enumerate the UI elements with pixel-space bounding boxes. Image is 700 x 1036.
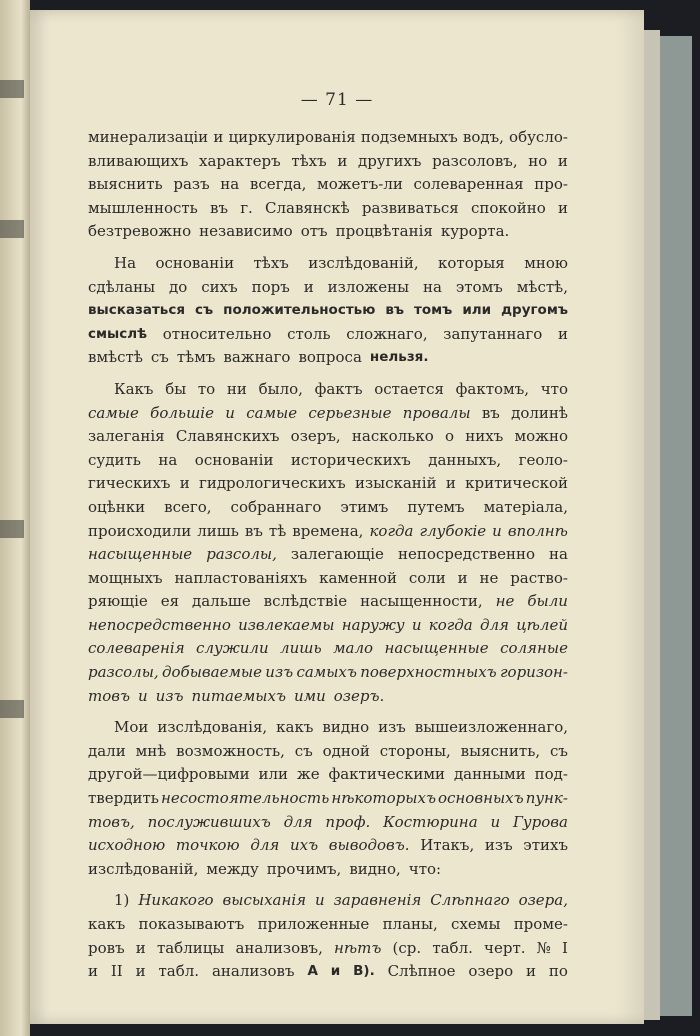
word: вмѣстѣ <box>88 348 143 367</box>
word: II <box>110 962 123 981</box>
text-line <box>88 346 568 370</box>
word: или <box>462 302 492 319</box>
word: каменной <box>319 568 397 587</box>
word: поръ <box>251 277 290 296</box>
word: мало <box>333 639 374 658</box>
word: точкою <box>175 836 240 855</box>
word: остается <box>374 379 444 398</box>
word: характеръ <box>199 151 281 170</box>
word: и <box>557 198 568 217</box>
word: какъ <box>276 718 314 737</box>
word: г. <box>240 198 253 217</box>
word: непосредственно <box>88 615 231 634</box>
text-line <box>88 173 568 197</box>
word: I <box>562 938 568 957</box>
word: твердить <box>88 789 159 808</box>
word: можно <box>514 427 568 446</box>
word: другихъ <box>357 151 422 170</box>
body-text <box>88 126 568 984</box>
word: напластованіяхъ <box>174 568 308 587</box>
word: анализовъ <box>211 962 295 981</box>
word: о <box>444 427 455 446</box>
left-page-text-fragment <box>0 520 24 538</box>
word: солеваренія <box>88 639 185 658</box>
word: и <box>225 403 235 422</box>
word: серьезные <box>308 403 392 422</box>
word: и <box>330 963 341 980</box>
word: лишь <box>197 521 239 540</box>
word: товъ, <box>88 812 135 831</box>
word: видно <box>322 718 370 737</box>
word: ровъ <box>88 938 125 957</box>
word: изысканій <box>354 474 437 493</box>
word: на <box>549 545 568 564</box>
word: всего, <box>164 497 212 516</box>
word: дали <box>88 741 126 760</box>
word: В). <box>353 963 375 980</box>
word: основаніи <box>194 450 274 469</box>
word: разсолы, <box>88 663 159 682</box>
word: нельзя. <box>369 349 429 366</box>
word: по <box>548 962 568 981</box>
word: отъ <box>300 222 328 241</box>
word: тѣмъ <box>176 348 216 367</box>
word: и <box>411 615 422 634</box>
word: залегающіе <box>290 545 384 564</box>
word: глубокіе <box>419 521 487 540</box>
word: Итакъ, <box>420 836 475 855</box>
word: можетъ-ли <box>317 175 403 194</box>
word: прочимъ, <box>266 859 342 878</box>
word: лишь <box>280 639 322 658</box>
word: вопроса <box>298 348 362 367</box>
word: долинѣ <box>511 403 568 422</box>
word: тѣ <box>268 521 287 540</box>
word: ея <box>160 592 180 611</box>
word: и <box>135 962 146 981</box>
word: и <box>337 151 348 170</box>
word: оцѣнки <box>88 497 146 516</box>
word: изъ <box>265 663 294 682</box>
word: минерализаціи <box>88 128 209 146</box>
word: столь <box>287 324 331 343</box>
word: выводовъ. <box>328 836 410 855</box>
text-line <box>88 378 568 402</box>
word: самые <box>88 403 139 422</box>
word: стороны, <box>379 741 451 760</box>
word: запутаннаго <box>443 324 543 343</box>
word: же <box>296 765 320 784</box>
text-line <box>88 425 568 449</box>
word: Какъ <box>114 379 154 398</box>
word: самыхъ <box>296 663 357 682</box>
word: вышеизложеннаго, <box>414 718 568 737</box>
word: относительно <box>162 324 272 343</box>
word: съ <box>294 741 313 760</box>
word: съ <box>150 348 169 367</box>
word: развиваться <box>361 198 459 217</box>
word: другомъ <box>501 302 568 319</box>
text-line <box>88 913 568 937</box>
word: изслѣдованія, <box>157 718 268 737</box>
word: соли <box>408 568 446 587</box>
text-line <box>88 126 568 150</box>
left-page-text-fragment <box>0 80 24 98</box>
word: и <box>315 891 325 910</box>
text-line <box>88 685 568 709</box>
word: высказаться <box>88 302 186 319</box>
word: фактомъ, <box>455 379 530 398</box>
word: вслѣдствіе <box>263 592 348 611</box>
word: озеръ, <box>290 427 341 446</box>
word: цѣлей <box>516 615 568 634</box>
word: изложены <box>327 277 410 296</box>
text-line <box>88 299 568 323</box>
word: схемы <box>451 915 501 933</box>
word: происходили <box>88 521 192 540</box>
word: озера, <box>518 891 568 910</box>
word: заравненія <box>333 891 422 910</box>
word: насыщенные <box>384 639 489 658</box>
word: Славянскѣ <box>265 198 350 217</box>
word: гидрологическихъ <box>198 474 346 493</box>
word: безтревожно <box>88 222 192 241</box>
text-line <box>88 567 568 591</box>
word: какъ <box>88 915 126 933</box>
word: под- <box>534 765 568 784</box>
text-line <box>88 834 568 858</box>
text-line <box>88 960 568 984</box>
book-page <box>30 10 644 1024</box>
word: ни <box>226 379 247 398</box>
word: А <box>307 963 318 980</box>
word: собраннаго <box>230 497 322 516</box>
word: табл. <box>158 962 200 981</box>
word: исходною <box>88 836 166 855</box>
word: одной <box>322 741 370 760</box>
word: и <box>492 521 502 540</box>
word: когда <box>428 615 473 634</box>
word: изъ <box>155 686 184 705</box>
word: которыя <box>438 253 505 272</box>
paragraph-gap <box>88 370 568 378</box>
text-line <box>88 276 568 300</box>
word: На <box>114 253 137 272</box>
text-line <box>88 889 568 913</box>
word: раство- <box>510 568 568 587</box>
word: соляные <box>500 639 568 658</box>
text-line <box>88 716 568 740</box>
word: томъ <box>414 302 453 319</box>
text-line <box>88 150 568 174</box>
word: вливающихъ <box>88 151 189 170</box>
word: тѣхъ <box>291 151 327 170</box>
word: вполнѣ <box>507 521 568 540</box>
word: изслѣдованій, <box>88 859 199 878</box>
word: фактическими <box>328 765 446 784</box>
word: всегда, <box>249 175 307 194</box>
word: смыслѣ <box>88 325 148 342</box>
word: и <box>179 474 190 493</box>
text-line <box>88 637 568 661</box>
word: процвѣтанія <box>335 222 433 241</box>
word: водъ, <box>462 128 504 146</box>
word: фактъ <box>314 379 363 398</box>
word: наружу <box>341 615 405 634</box>
word: и <box>303 277 314 296</box>
text-line <box>88 811 568 835</box>
word: бы <box>165 379 187 398</box>
word: Гурова <box>513 812 568 831</box>
word: спокойно <box>470 198 546 217</box>
word: питаемыхъ <box>191 686 286 705</box>
word: изъ <box>378 718 406 737</box>
word: этомъ <box>455 277 503 296</box>
word: съ <box>195 302 214 319</box>
word: въ <box>481 403 500 422</box>
word: черт. <box>484 938 526 957</box>
word: между <box>206 859 259 878</box>
left-page-text-fragment <box>0 700 24 718</box>
word: изъ <box>484 836 513 855</box>
word: нѣтъ <box>334 938 382 957</box>
word: не <box>479 568 499 587</box>
word: выяснить <box>88 175 163 194</box>
word: на <box>220 175 240 194</box>
text-line <box>88 763 568 787</box>
text-line <box>88 220 568 244</box>
word: Никакого <box>138 891 214 910</box>
word: обусло- <box>509 128 568 146</box>
text-line <box>88 496 568 520</box>
word: мною <box>524 253 568 272</box>
word: мощныхъ <box>88 568 163 587</box>
word: не <box>495 592 515 611</box>
word: и <box>526 962 537 981</box>
word: 1) <box>114 891 130 910</box>
word: дальше <box>192 592 251 611</box>
text-line <box>88 543 568 567</box>
left-page-text-fragment <box>0 220 24 238</box>
word: съ <box>549 741 568 760</box>
word: мѣстѣ, <box>516 277 568 296</box>
left-facing-page <box>0 0 30 1036</box>
word: что <box>540 379 568 398</box>
word: разъ <box>173 175 210 194</box>
word: выяснить, <box>460 741 541 760</box>
word: (ср. <box>392 938 422 957</box>
word: этихъ <box>523 836 568 855</box>
word: для <box>283 812 313 831</box>
word: положительностью <box>223 302 376 319</box>
word: Слѣпное <box>387 962 456 981</box>
word: анализовъ, <box>235 938 323 957</box>
text-line <box>88 590 568 614</box>
word: въ <box>210 198 229 217</box>
word: видно, <box>349 859 401 878</box>
text-line <box>88 787 568 811</box>
word: озеро <box>468 962 514 981</box>
word: что: <box>408 859 442 878</box>
word: путемъ <box>407 497 465 516</box>
page-number: — 71 — <box>300 90 374 110</box>
word: на <box>422 277 442 296</box>
word: ихъ <box>289 836 319 855</box>
word: Мои <box>114 718 149 737</box>
word: основныхъ <box>438 789 524 808</box>
word: для <box>250 836 280 855</box>
word: мышленность <box>88 198 198 217</box>
text-line <box>88 402 568 426</box>
paragraph-gap <box>88 881 568 889</box>
word: № <box>536 938 551 957</box>
text-line <box>88 323 568 347</box>
word: и <box>88 962 98 981</box>
text-line <box>88 661 568 685</box>
word: но <box>528 151 548 170</box>
word: показываютъ <box>138 915 245 933</box>
word: солеваренная <box>413 175 524 194</box>
word: въ <box>385 302 405 319</box>
word: планы, <box>382 915 438 933</box>
word: и <box>457 568 468 587</box>
word: Костюрина <box>383 812 478 831</box>
word: служили <box>196 639 269 658</box>
text-line <box>88 197 568 221</box>
word: проме- <box>513 915 568 933</box>
word: разсоловъ, <box>432 151 518 170</box>
text-line <box>88 472 568 496</box>
word: несостоятельность <box>160 789 330 808</box>
word: матеріала, <box>483 497 568 516</box>
word: насыщенности, <box>360 592 483 611</box>
word: времена, <box>292 521 364 540</box>
word: насыщенные <box>88 545 193 564</box>
word: геоло- <box>518 450 568 469</box>
text-line <box>88 937 568 961</box>
word: независимо <box>199 222 293 241</box>
word: когда <box>369 521 414 540</box>
word: подземныхъ <box>360 128 458 146</box>
word: судить <box>88 450 141 469</box>
word: основаніи <box>155 253 235 272</box>
word: циркулированія <box>228 128 356 146</box>
text-line <box>88 449 568 473</box>
word: проф. <box>325 812 371 831</box>
word: и <box>137 686 148 705</box>
word: этимъ <box>340 497 389 516</box>
word: и <box>445 474 456 493</box>
word: и <box>135 938 146 957</box>
text-line <box>88 520 568 544</box>
word: разсолы, <box>206 545 277 564</box>
text-line <box>88 740 568 764</box>
word: пунк- <box>525 789 568 808</box>
word: табл. <box>432 938 473 957</box>
word: приложенные <box>257 915 370 933</box>
word: залеганія <box>88 427 165 446</box>
word: насколько <box>351 427 434 446</box>
word: ими <box>293 686 326 705</box>
word: курорта. <box>440 222 510 241</box>
word: Слѣпнаго <box>430 891 510 910</box>
word: изслѣдованій, <box>308 253 419 272</box>
word: самые <box>246 403 298 422</box>
word: критической <box>465 474 568 493</box>
text-line <box>88 614 568 638</box>
word: было, <box>258 379 303 398</box>
word: нѣкоторыхъ <box>331 789 436 808</box>
word: послужившихъ <box>147 812 271 831</box>
word: мнѣ <box>135 741 167 760</box>
word: то <box>197 379 216 398</box>
word: или <box>258 765 289 784</box>
word: сложнаго, <box>346 324 428 343</box>
word: и <box>558 324 568 343</box>
word: историческихъ <box>290 450 411 469</box>
word: и <box>490 812 501 831</box>
word: сдѣланы <box>88 277 156 296</box>
paragraph-gap <box>88 708 568 716</box>
word: сихъ <box>201 277 238 296</box>
word: данными <box>453 765 526 784</box>
word: про- <box>534 175 568 194</box>
word: извлекаемы <box>238 615 335 634</box>
word: въ <box>244 521 263 540</box>
word: для <box>479 615 509 634</box>
word: другой—цифровыми <box>88 765 250 784</box>
word: до <box>169 277 188 296</box>
paragraph-gap <box>88 244 568 252</box>
word: на <box>158 450 178 469</box>
word: провалы <box>402 403 471 422</box>
word: были <box>527 592 568 611</box>
word: товъ <box>88 686 130 705</box>
word: нихъ <box>465 427 504 446</box>
text-line <box>88 252 568 276</box>
word: высыханія <box>222 891 307 910</box>
word: возможность, <box>176 741 285 760</box>
word: таблицы <box>156 938 225 957</box>
word: добываемые <box>162 663 262 682</box>
word: ряющіе <box>88 592 148 611</box>
word: Славянскихъ <box>175 427 280 446</box>
word: и <box>213 128 224 146</box>
word: озеръ. <box>333 686 385 705</box>
word: данныхъ, <box>428 450 502 469</box>
word: горизон- <box>499 663 568 682</box>
word: важнаго <box>223 348 291 367</box>
word: гическихъ <box>88 474 171 493</box>
word: тѣхъ <box>253 253 289 272</box>
text-line <box>88 858 568 882</box>
word: большіе <box>150 403 214 422</box>
word: поверхностныхъ <box>360 663 497 682</box>
word: непосредственно <box>397 545 536 564</box>
word: и <box>557 151 568 170</box>
